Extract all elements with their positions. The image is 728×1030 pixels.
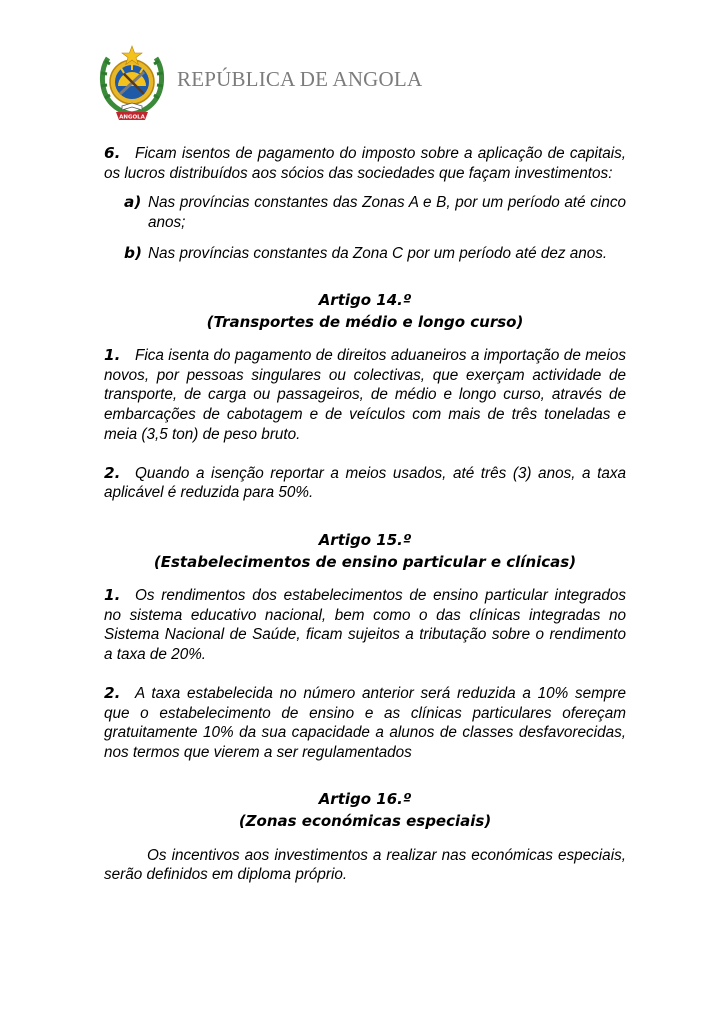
paragraph-6: [104, 144, 626, 183]
paragraph-number: 2.: [104, 463, 121, 482]
paragraph-text: Fica isenta do pagamento de direitos aduaneiros a importação de meios novos, por pessoas singulares ou colectivas, que exerçam actividade de transporte, de carga ou passageiros, de médio e longo curso, através de embarcações de cabotagem e de veículos com mais de três toneladas e meia (3,5 ton) de peso bruto.: [104, 347, 626, 443]
paragraph-number: 1.: [104, 346, 121, 365]
article-15-subtitle: (Estabelecimentos de ensino particular e clínicas): [153, 552, 577, 571]
header-title: REPÚBLICA DE ANGOLA: [177, 67, 423, 91]
list-letter: b): [124, 244, 142, 263]
list-item-text: Nas províncias constantes das Zonas A e B, por um período até cinco anos;: [148, 194, 626, 231]
paragraph-text: A taxa estabelecida no número anterior será reduzida a 10% sempre que o estabelecimento de ensino e as clínicas particulares ofereçam gratuitamente 10% da sua capacidade a alunos de classes desfavorecidas, nos termos que vierem a ser regulamentados: [104, 685, 626, 761]
document-body: [104, 144, 626, 885]
list-item-text: Nas províncias constantes da Zona C por um período até dez anos.: [148, 245, 608, 263]
angola-coat-of-arms-icon: [98, 40, 166, 122]
list-item-b: [104, 244, 626, 264]
article-14-paragraph-1: [104, 346, 626, 444]
emblem-ribbon-text: ANGOLA: [119, 114, 145, 121]
paragraph-text: Quando a isenção reportar a meios usados, até três (3) anos, a taxa aplicável é reduzida para 50%.: [104, 464, 626, 502]
article-16-title: Artigo 16.º: [318, 790, 412, 809]
paragraph-number: 2.: [104, 684, 121, 703]
paragraph-text: Ficam isentos de pagamento do imposto sobre a aplicação de capitais, os lucros distribuídos aos sócios das sociedades que façam investimentos:: [104, 145, 626, 182]
article-15-title: Artigo 15.º: [318, 530, 412, 549]
article-15-paragraph-2: [104, 684, 626, 762]
article-15-paragraph-1: [104, 586, 626, 664]
list-item-a: [104, 193, 626, 232]
article-14-title: Artigo 14.º: [318, 290, 412, 309]
list-letter: a): [124, 193, 142, 212]
article-14-paragraph-2: [104, 464, 626, 503]
paragraph-number: 1.: [104, 586, 121, 605]
article-16-paragraph-1: Os incentivos aos investimentos a realizar nas económicas especiais, serão definidos em diploma próprio.: [104, 846, 626, 884]
article-14-subtitle: (Transportes de médio e longo curso): [206, 312, 524, 331]
paragraph-number: 6.: [104, 144, 121, 162]
article-16-subtitle: (Zonas económicas especiais): [238, 812, 492, 831]
paragraph-text: Os rendimentos dos estabelecimentos de ensino particular integrados no sistema educativo nacional, bem como o das clínicas integradas no Sistema Nacional de Saúde, ficam sujeitos a tributação sobre o rendimento a taxa de 20%.: [104, 587, 626, 663]
